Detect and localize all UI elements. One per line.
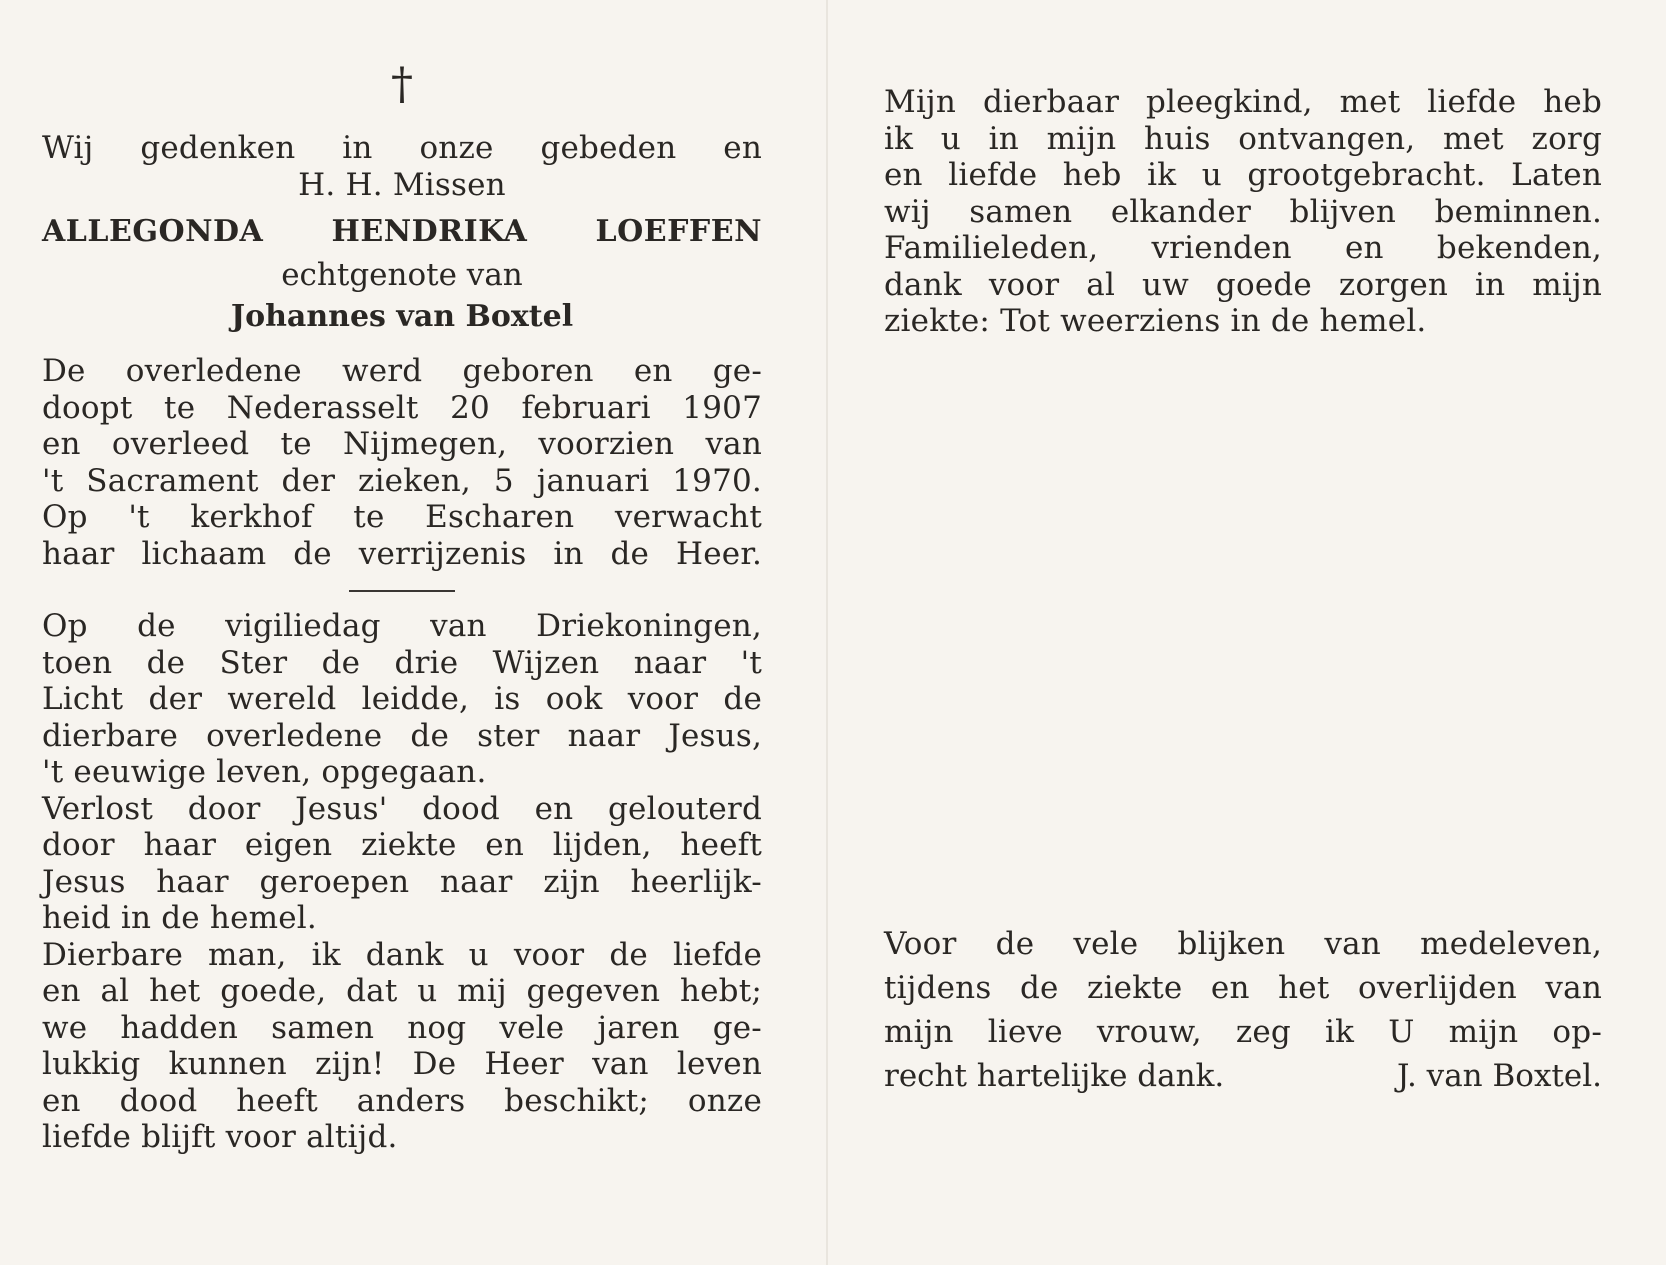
- relation-text: echtgenote van: [281, 257, 523, 293]
- meditation-line: we hadden samen nog vele jaren ge-: [42, 1009, 762, 1046]
- biography-line: doopt te Nederasselt 20 februari 1907: [42, 389, 762, 426]
- farewell-line: ik u in mijn huis ontvangen, met zorg: [884, 120, 1602, 157]
- intro-line: Wij gedenken in onze gebeden en: [42, 130, 762, 166]
- meditation-line: heid in de hemel.: [42, 900, 317, 936]
- thanks-paragraph: [884, 922, 1602, 1098]
- biography-line: Op 't kerkhof te Escharen verwacht: [42, 499, 762, 535]
- farewell-line: Mijn dierbaar pleegkind, met liefde heb: [884, 84, 1602, 120]
- intro-line: H. H. Missen: [298, 166, 506, 203]
- meditation-line: lukkig kunnen zijn! De Heer van leven: [42, 1046, 762, 1082]
- meditation-line: Jesus haar geroepen naar zijn heerlijk-: [42, 863, 762, 900]
- farewell-line: dank voor al uw goede zorgen in mijn: [884, 266, 1602, 303]
- card-fold-line: [826, 0, 828, 1265]
- biography-line: De overledene werd geboren en ge-: [42, 353, 762, 389]
- farewell-line: wij samen elkander blijven beminnen.: [884, 193, 1602, 230]
- meditation-line: en dood heeft anders beschikt; onze: [42, 1082, 762, 1119]
- thanks-line: Voor de vele blijken van medeleven,: [884, 926, 1602, 962]
- meditation-paragraph: [42, 608, 762, 1156]
- section-divider: [349, 590, 455, 592]
- biography-paragraph: [42, 353, 762, 572]
- meditation-line: toen de Ster de drie Wijzen naar 't: [42, 644, 762, 681]
- meditation-line: en al het goede, dat u mij gegeven hebt;: [42, 973, 762, 1009]
- farewell-paragraph: [884, 84, 1602, 340]
- meditation-line: Op de vigiliedag van Driekoningen,: [42, 608, 762, 644]
- meditation-line: dierbare overledene de ster naar Jesus,: [42, 717, 762, 754]
- biography-line: haar lichaam de verrijzenis in de Heer.: [42, 535, 762, 572]
- farewell-line: Familieleden, vrienden en bekenden,: [884, 230, 1602, 266]
- thanks-line: mijn lieve vrouw, zeg ik U mijn op-: [884, 1014, 1602, 1050]
- deceased-name: ALLEGONDA HENDRIKA LOEFFEN: [42, 214, 762, 249]
- meditation-line: Verlost door Jesus' dood en gelouterd: [42, 790, 762, 827]
- cross-icon: †: [391, 59, 413, 110]
- meditation-line: Dierbare man, ik dank u voor de liefde: [42, 936, 762, 973]
- biography-line: en overleed te Nijmegen, voorzien van: [42, 426, 762, 462]
- farewell-line: en liefde heb ik u grootgebracht. Laten: [884, 157, 1602, 193]
- thanks-line: tijdens de ziekte en het overlijden van: [884, 970, 1602, 1006]
- signature: J. van Boxtel.: [1396, 1058, 1602, 1094]
- biography-line: 't Sacrament der zieken, 5 januari 1970.: [42, 462, 762, 499]
- meditation-line: door haar eigen ziekte en lijden, heeft: [42, 827, 762, 863]
- right-page: [884, 84, 1602, 340]
- thanks-last-line: recht hartelijke dank.: [884, 1058, 1225, 1094]
- spouse-name: Johannes van Boxtel: [230, 299, 574, 334]
- left-page: [42, 60, 762, 1156]
- meditation-line: 't eeuwige leven, opgegaan.: [42, 754, 487, 790]
- farewell-line: ziekte: Tot weerziens in de hemel.: [884, 303, 1427, 339]
- thanks-signoff-line: [884, 1054, 1602, 1098]
- meditation-line: Licht der wereld leidde, is ook voor de: [42, 681, 762, 717]
- meditation-line: liefde blijft voor altijd.: [42, 1119, 398, 1155]
